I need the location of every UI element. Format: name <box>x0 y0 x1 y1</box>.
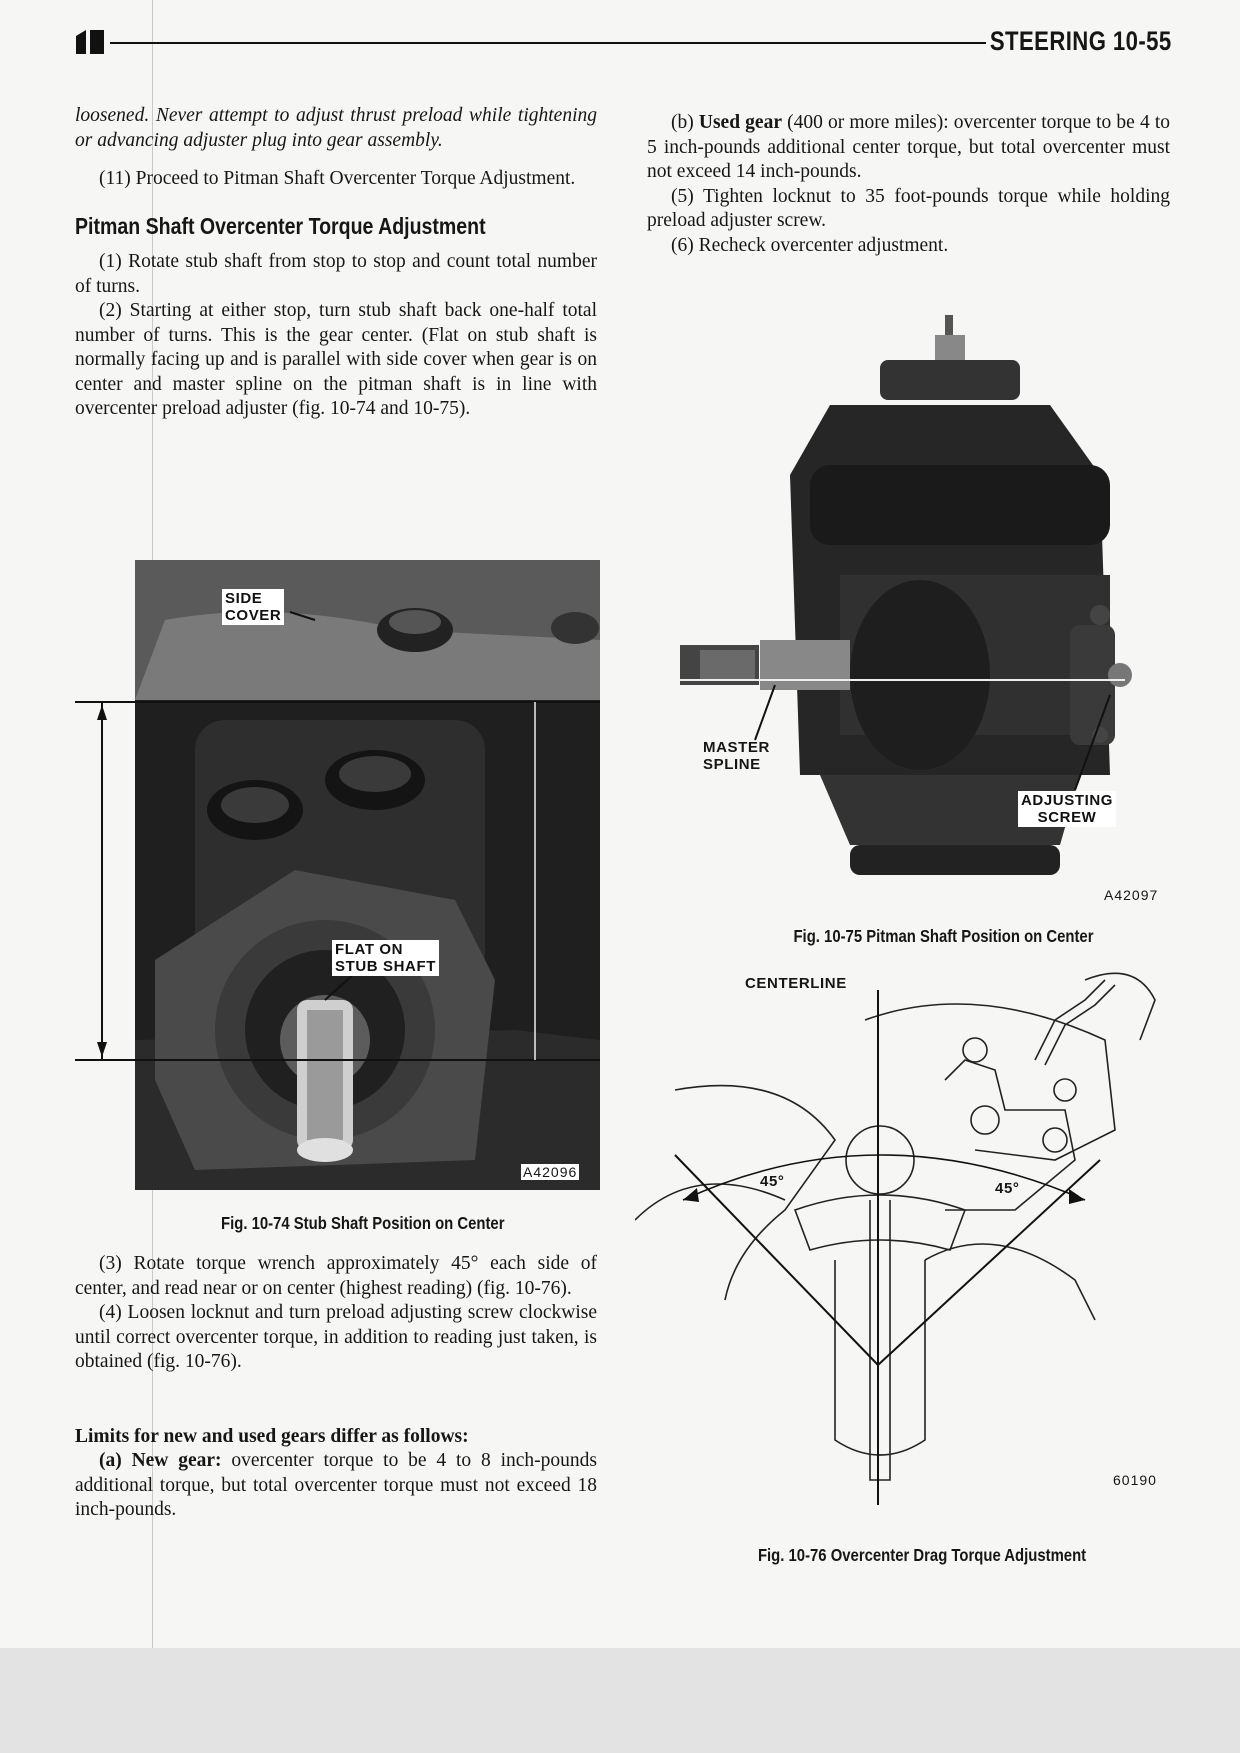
label-centerline: CENTERLINE <box>745 975 847 992</box>
step-1: (1) Rotate stub shaft from stop to stop and count total number of turns. <box>75 251 597 297</box>
intro-paragraph: loosened. Never attempt to adjust thrust preload while tightening or advancing adjuster plug into gear assembly. <box>75 105 597 151</box>
torque-wrench-drawing <box>635 960 1180 1525</box>
page-header <box>76 26 1176 62</box>
figure-number: A42096 <box>523 1164 578 1180</box>
step-b: (b) Used gear (400 or more miles): overcenter torque to be 4 to 5 inch-pounds additional center torque, but total overcenter must not exceed 14 inch-pounds. <box>647 112 1171 182</box>
label-adjusting-screw: ADJUSTING SCREW <box>1018 791 1116 827</box>
label-master-spline: MASTER SPLINE <box>703 739 770 773</box>
step-5: (5) Tighten locknut to 35 foot-pounds torque while holding preload adjuster screw. <box>647 185 1170 231</box>
step-4: (4) Loosen locknut and turn preload adjusting screw clockwise until correct overcenter torque, in addition to reading just taken, is obtained (fig. 10-76). <box>75 1302 597 1372</box>
step-2: (2) Starting at either stop, turn stub shaft back one-half total number of turns. This is the gear center. (Flat on stub shaft is normally facing up and is parallel with side cover when gear is on center and master spline on the pitman shaft is in line with overcenter preload adjuster (fig. 10-74 and 10-75). <box>75 300 597 419</box>
limits-heading: Limits for new and used gears differ as follows: <box>75 1425 469 1447</box>
left-column-top <box>75 104 597 422</box>
label-angle-right: 45° <box>995 1180 1020 1197</box>
label-side-cover: SIDE COVER <box>222 589 284 625</box>
right-column <box>647 111 1170 258</box>
scanner-margin <box>0 1648 1240 1753</box>
step-6: (6) Recheck overcenter adjustment. <box>671 234 949 256</box>
header-rule <box>110 42 986 44</box>
figure-number: A42097 <box>1104 887 1159 903</box>
step-11: (11) Proceed to Pitman Shaft Overcenter Torque Adjustment. <box>99 168 576 189</box>
section-heading: Pitman Shaft Overcenter Torque Adjustment <box>75 212 486 239</box>
figure-number: 60190 <box>1113 1472 1157 1488</box>
step-3: (3) Rotate torque wrench approximately 45° each side of center, and read near or on center (highest reading) (fig. 10-76). <box>75 1253 597 1299</box>
fig-10-74-caption: Fig. 10-74 Stub Shaft Position on Center <box>221 1213 505 1233</box>
page-title: STEERING 10-55 <box>990 26 1172 56</box>
stub-shaft-photo <box>75 560 600 1190</box>
left-column-bottom <box>75 1252 597 1523</box>
figure-10-75 <box>680 315 1170 905</box>
figure-10-74 <box>75 560 600 1190</box>
label-flat-on-stub-shaft: FLAT ON STUB SHAFT <box>332 940 439 976</box>
section-mark-icon <box>76 30 106 54</box>
fig-10-76-caption: Fig. 10-76 Overcenter Drag Torque Adjustment <box>757 1545 1087 1565</box>
figure-10-76 <box>635 960 1180 1525</box>
step-a: (a) New gear: overcenter torque to be 4 to 8 inch-pounds additional torque, but total overcenter torque must not exceed 18 inch-pounds. <box>75 1450 597 1520</box>
fig-10-75-caption: Fig. 10-75 Pitman Shaft Position on Center <box>793 926 1094 946</box>
label-angle-left: 45° <box>760 1173 785 1190</box>
